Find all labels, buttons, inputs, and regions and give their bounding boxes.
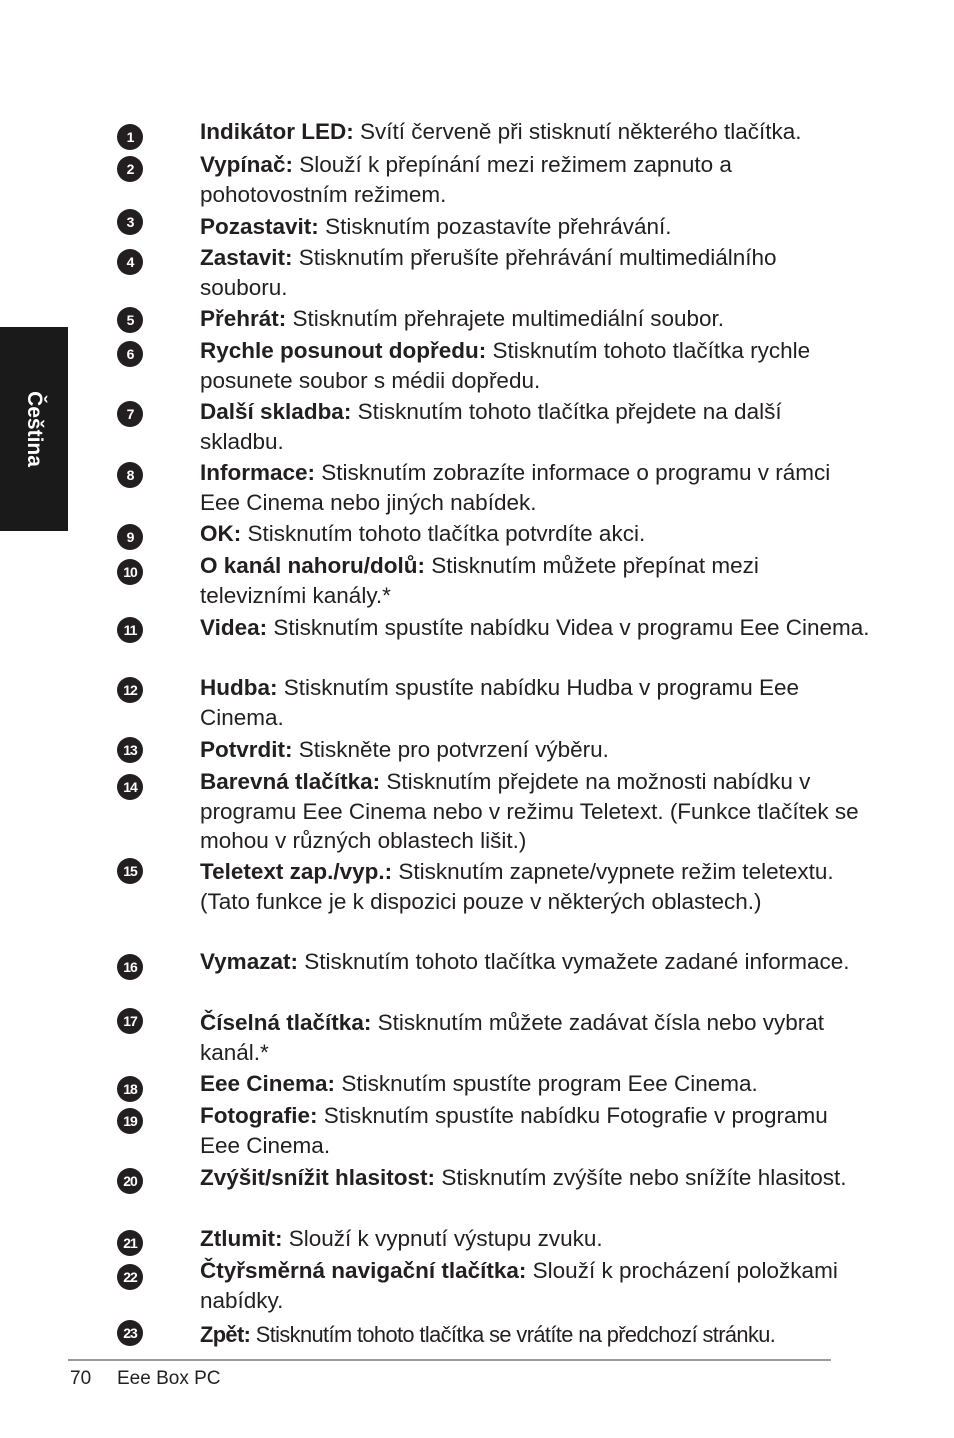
item-label: Teletext zap./vyp.:: [200, 859, 393, 884]
item-label: Pozastavit:: [200, 214, 319, 239]
item-number-badge: 21: [117, 1230, 143, 1256]
item-label: Zvýšit/snížit hlasitost:: [200, 1165, 436, 1190]
item-description: [200, 458, 870, 517]
item-text: Stisknutím tohoto tlačítka potvrdíte akci.: [247, 521, 646, 546]
item-number-badge: 3: [117, 209, 143, 235]
item-label: Rychle posunout dopředu:: [200, 338, 487, 363]
item-number-badge: 22: [117, 1264, 143, 1290]
item-label: Potvrdit:: [200, 737, 293, 762]
item-number-badge: 11: [117, 617, 143, 643]
item-number-badge: 13: [117, 737, 143, 763]
item-label: O kanál nahoru/dolů:: [200, 553, 426, 578]
footer-divider: [68, 1359, 831, 1361]
item-description: [200, 117, 870, 147]
item-label: OK:: [200, 521, 242, 546]
item-label: Hudba:: [200, 675, 278, 700]
item-text: Stisknutím zobrazíte informace o programu v rámci Eee Cinema nebo jiných nabídek.: [200, 460, 831, 515]
item-text: Stisknutím pozastavíte přehrávání.: [325, 214, 672, 239]
item-description: [200, 1008, 870, 1067]
item-label: Zastavit:: [200, 245, 293, 270]
item-number-badge: 8: [117, 462, 143, 488]
item-text: Slouží k vypnutí výstupu zvuku.: [288, 1226, 603, 1251]
item-label: Eee Cinema:: [200, 1071, 336, 1096]
item-number-badge: 19: [117, 1108, 143, 1134]
item-label: Informace:: [200, 460, 316, 485]
item-label: Vymazat:: [200, 949, 298, 974]
item-number-badge: 18: [117, 1076, 143, 1102]
item-description: [200, 1224, 870, 1254]
item-description: [200, 857, 870, 916]
item-text: Stisknutím přejdete na možnosti nabídku v programu Eee Cinema nebo v režimu Teletext. (Funkce tlačítek se mohou v různých oblastech lišit.): [200, 769, 859, 853]
item-text: Stiskněte pro potvrzení výběru.: [298, 737, 609, 762]
item-description: [200, 767, 870, 856]
item-label: Vypínač:: [200, 152, 293, 177]
item-text: Stisknutím spustíte nabídku Fotografie v programu Eee Cinema.: [200, 1103, 828, 1158]
item-text: Stisknutím tohoto tlačítka rychle posunete soubor s médii dopředu.: [200, 338, 811, 393]
item-description: [200, 947, 870, 977]
item-text: Stisknutím spustíte program Eee Cinema.: [341, 1071, 758, 1096]
item-description: [200, 1101, 870, 1160]
item-description: [200, 150, 870, 209]
item-description: [200, 336, 870, 395]
item-text: Stisknutím můžete zadávat čísla nebo vybrat kanál.*: [200, 1010, 825, 1065]
item-label: Přehrát:: [200, 306, 287, 331]
item-description: [200, 397, 870, 456]
item-description: [200, 735, 870, 765]
item-number-badge: 4: [117, 249, 143, 275]
item-description: [200, 1320, 870, 1350]
item-text: Stisknutím můžete přepínat mezi televizními kanály.*: [200, 553, 759, 608]
item-text: Stisknutím přerušíte přehrávání multimediálního souboru.: [200, 245, 777, 300]
item-label: Videa:: [200, 615, 268, 640]
item-text: Stisknutím spustíte nabídku Videa v programu Eee Cinema.: [273, 615, 870, 640]
item-number-badge: 15: [117, 858, 143, 884]
item-text: Stisknutím přehrajete multimediální soubor.: [292, 306, 725, 331]
item-text: Stisknutím tohoto tlačítka vymažete zadané informace.: [304, 949, 850, 974]
side-tab-label: Čeština: [23, 391, 46, 467]
item-description: [200, 519, 870, 549]
item-number-badge: 7: [117, 401, 143, 427]
item-text: Svítí červeně při stisknutí některého tlačítka.: [360, 119, 802, 144]
item-label: Čtyřsměrná navigační tlačítka:: [200, 1258, 527, 1283]
item-number-badge: 1: [117, 124, 143, 150]
item-description: [200, 243, 870, 302]
item-number-badge: 17: [117, 1008, 143, 1034]
item-text: Stisknutím spustíte nabídku Hudba v programu Eee Cinema.: [200, 675, 800, 730]
item-number-badge: 12: [117, 677, 143, 703]
item-text: Stisknutím tohoto tlačítka se vrátíte na předchozí stránku.: [255, 1322, 776, 1347]
item-text: Stisknutím zapnete/vypnete režim teletextu. (Tato funkce je k dispozici pouze v některých oblastech.): [200, 859, 834, 914]
item-text: Stisknutím tohoto tlačítka přejdete na další skladbu.: [200, 399, 782, 454]
item-text: Slouží k procházení položkami nabídky.: [200, 1258, 838, 1313]
page-number: 70: [70, 1368, 92, 1389]
item-description: [200, 1163, 870, 1193]
item-number-badge: 16: [117, 954, 143, 980]
item-number-badge: 9: [117, 524, 143, 550]
item-label: Další skladba:: [200, 399, 352, 424]
item-description: [200, 673, 870, 732]
item-description: [200, 304, 870, 334]
item-text: Stisknutím zvýšíte nebo snížíte hlasitost.: [441, 1165, 847, 1190]
item-description: [200, 212, 870, 242]
item-label: Číselná tlačítka:: [200, 1010, 372, 1035]
item-label: Zpět:: [200, 1322, 251, 1347]
item-number-badge: 5: [117, 307, 143, 333]
item-number-badge: 10: [117, 559, 143, 585]
item-label: Fotografie:: [200, 1103, 318, 1128]
item-description: [200, 1256, 870, 1315]
footer-product-name: Eee Box PC: [117, 1368, 221, 1389]
item-number-badge: 23: [117, 1320, 143, 1346]
item-text: Slouží k přepínání mezi režimem zapnuto a pohotovostním režimem.: [200, 152, 732, 207]
item-number-badge: 6: [117, 341, 143, 367]
item-label: Indikátor LED:: [200, 119, 354, 144]
item-number-badge: 14: [117, 774, 143, 800]
item-description: [200, 613, 870, 643]
item-label: Barevná tlačítka:: [200, 769, 381, 794]
item-description: [200, 1069, 870, 1099]
item-label: Ztlumit:: [200, 1226, 283, 1251]
item-number-badge: 20: [117, 1168, 143, 1194]
item-description: [200, 551, 870, 610]
item-number-badge: 2: [117, 156, 143, 182]
